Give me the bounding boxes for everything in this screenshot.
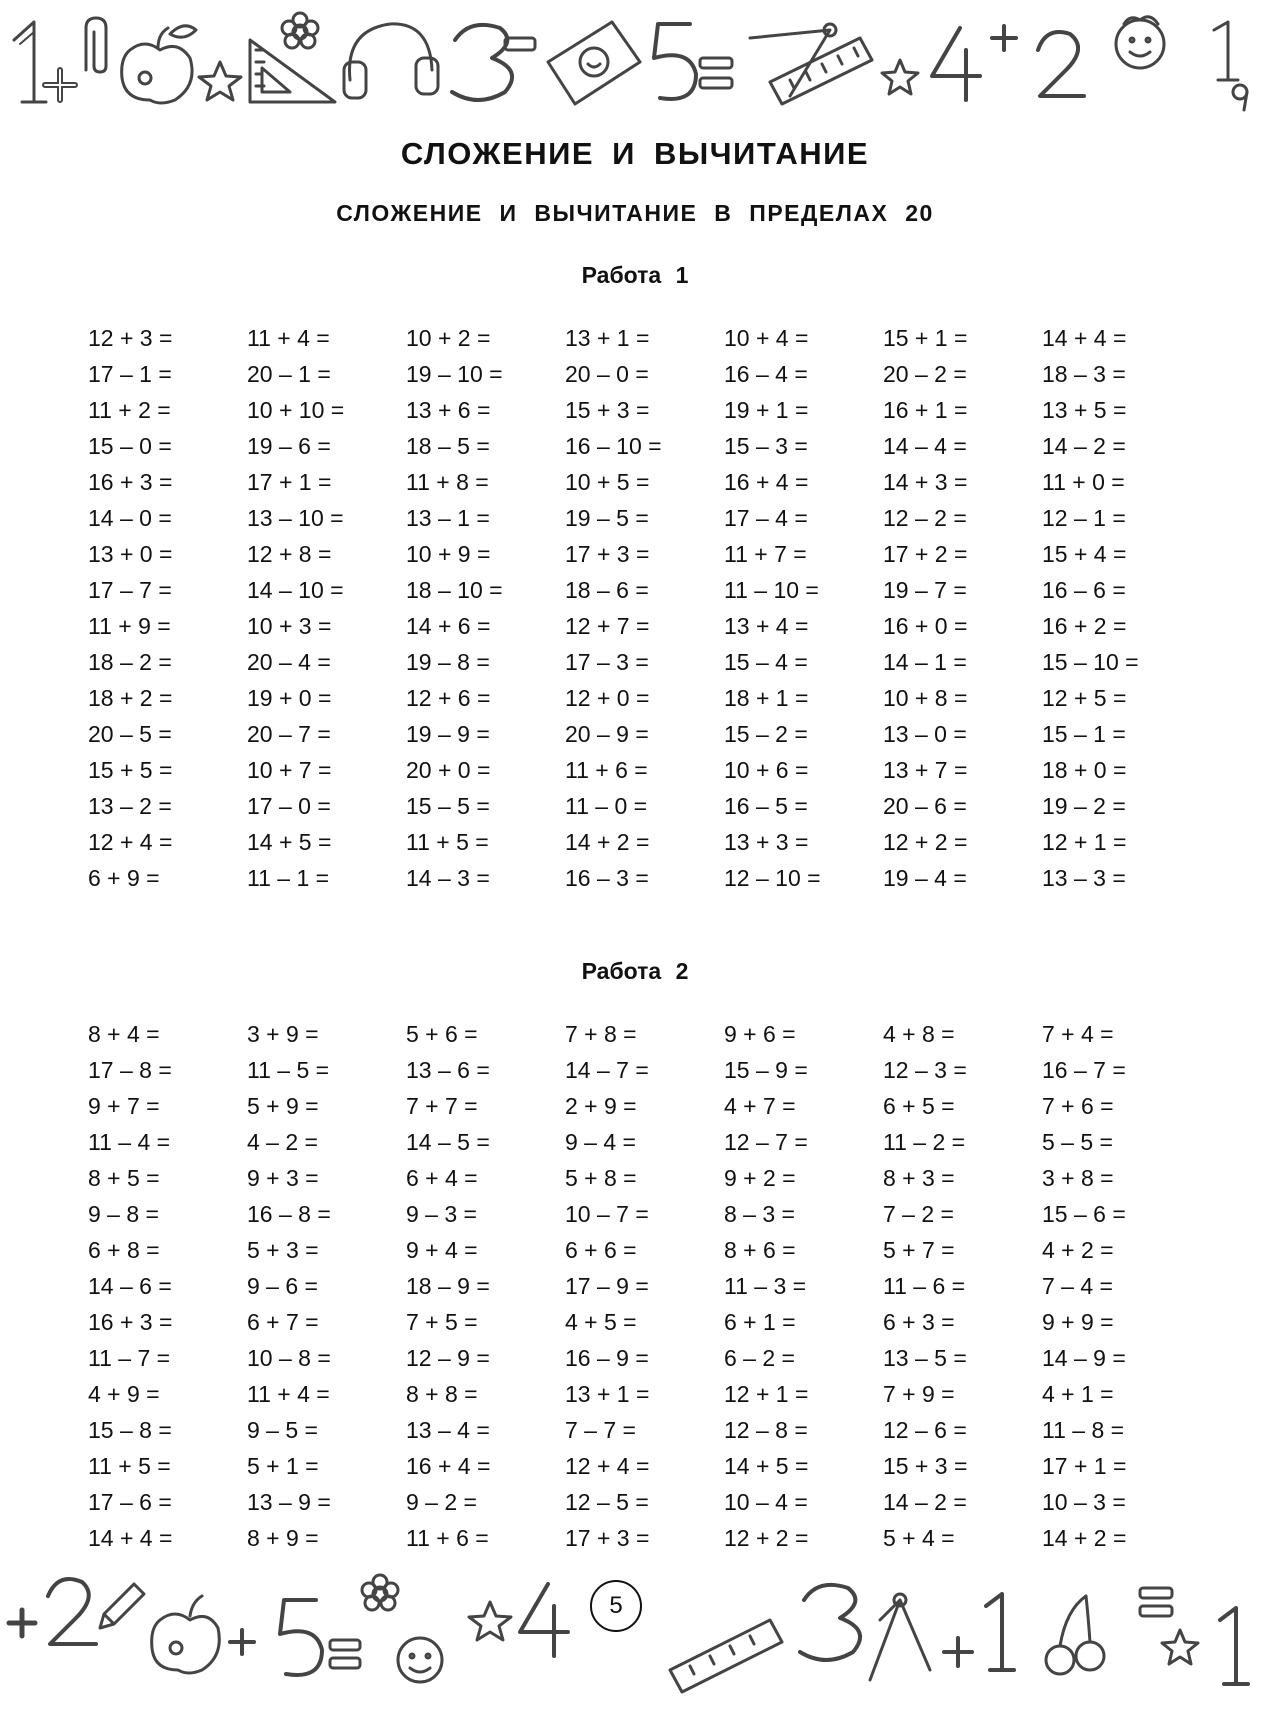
exercise-item: 20 – 2 = [883, 361, 967, 387]
exercise-item: 11 – 7 = [88, 1345, 171, 1371]
exercise-item: 10 – 7 = [565, 1201, 649, 1227]
exercise-item: 10 + 7 = [247, 757, 332, 783]
exercise-item: 14 + 5 = [247, 829, 332, 855]
exercise-item: 4 + 2 = [1042, 1237, 1114, 1263]
exercise-item: 5 + 3 = [247, 1237, 319, 1263]
exercise-item: 18 + 0 = [1042, 757, 1127, 783]
exercise-item: 11 + 2 = [88, 397, 171, 423]
exercise-item: 13 + 5 = [1042, 397, 1127, 423]
exercise-item: 12 + 1 = [1042, 829, 1127, 855]
equals-doodle [330, 1640, 360, 1668]
exercise-item: 17 + 2 = [883, 541, 968, 567]
exercise-item: 17 – 0 = [247, 793, 331, 819]
digit-1-doodle [1214, 22, 1238, 80]
exercise-item: 17 + 1 = [1042, 1453, 1127, 1479]
exercise-item: 19 – 9 = [406, 721, 490, 747]
exercise-item: 15 – 1 = [1042, 721, 1126, 747]
exercise-item: 20 – 5 = [88, 721, 172, 747]
exercise-item: 16 – 6 = [1042, 577, 1126, 603]
exercise-item: 19 + 1 = [724, 397, 809, 423]
exercise-item: 10 – 8 = [247, 1345, 331, 1371]
exercise-item: 11 + 9 = [88, 613, 171, 639]
exercise-item: 10 + 4 = [724, 325, 809, 351]
exercise-item: 17 – 8 = [88, 1057, 172, 1083]
star-icon [199, 62, 241, 100]
exercise-item: 14 – 4 = [883, 433, 967, 459]
exercise-item: 16 – 9 = [565, 1345, 649, 1371]
exercise-item: 17 + 1 = [247, 469, 332, 495]
exercise-item: 11 – 10 = [724, 577, 819, 603]
section-title: Работа 2 [581, 958, 689, 984]
exercise-item: 18 + 2 = [88, 685, 173, 711]
exercise-item: 19 – 7 = [883, 577, 967, 603]
exercise-item: 20 – 9 = [565, 721, 649, 747]
pencil-icon [100, 1584, 144, 1628]
exercise-item: 11 + 4 = [247, 325, 330, 351]
exercise-item: 10 + 2 = [406, 325, 491, 351]
apple-icon [122, 26, 196, 103]
exercise-item: 18 + 1 = [724, 685, 809, 711]
exercise-item: 4 + 1 = [1042, 1381, 1114, 1407]
exercise-item: 12 + 7 = [565, 613, 650, 639]
exercise-item: 5 + 6 = [406, 1021, 478, 1047]
exercise-item: 6 + 7 = [247, 1309, 319, 1335]
smiley-face-icon [398, 1638, 442, 1682]
exercise-item: 10 – 4 = [724, 1489, 808, 1515]
exercise-item: 12 + 2 = [724, 1525, 809, 1551]
exercise-item: 11 – 8 = [1042, 1417, 1125, 1443]
exercise-item: 4 + 9 = [88, 1381, 160, 1407]
exercise-item: 14 – 1 = [883, 649, 967, 675]
exercise-item: 12 – 7 = [724, 1129, 808, 1155]
exercise-item: 7 + 9 = [883, 1381, 955, 1407]
exercise-item: 19 – 8 = [406, 649, 490, 675]
exercise-item: 12 – 3 = [883, 1057, 967, 1083]
exercise-item: 19 – 10 = [406, 361, 503, 387]
flower-icon [362, 1575, 398, 1610]
exercise-item: 8 + 3 = [883, 1165, 955, 1191]
exercise-item: 15 – 10 = [1042, 649, 1139, 675]
exercise-item: 12 + 8 = [247, 541, 332, 567]
apple-icon [152, 1596, 220, 1673]
exercise-item: 7 + 6 = [1042, 1093, 1114, 1119]
exercise-grid [88, 320, 1208, 896]
exercise-item: 13 – 2 = [88, 793, 172, 819]
exercise-item: 18 – 6 = [565, 577, 649, 603]
exercise-item: 14 – 10 = [247, 577, 344, 603]
exercise-item: 15 – 2 = [724, 721, 808, 747]
exercise-item: 14 – 0 = [88, 505, 172, 531]
exercise-item: 19 + 0 = [247, 685, 332, 711]
exercise-item: 12 + 2 = [883, 829, 968, 855]
exercise-item: 13 + 7 = [883, 757, 968, 783]
exercise-item: 13 – 1 = [406, 505, 490, 531]
exercise-item: 16 – 8 = [247, 1201, 331, 1227]
digit-5-doodle [280, 1600, 322, 1675]
exercise-item: 8 + 4 = [88, 1021, 160, 1047]
exercise-item: 14 + 3 = [883, 469, 968, 495]
exercise-item: 11 + 6 = [565, 757, 648, 783]
exercise-item: 11 + 8 = [406, 469, 489, 495]
exercise-item: 10 + 3 = [247, 613, 332, 639]
digit-3-doodle [452, 25, 512, 100]
exercise-item: 14 – 3 = [406, 865, 490, 891]
exercise-item: 5 + 9 = [247, 1093, 319, 1119]
exercise-item: 14 – 2 = [883, 1489, 967, 1515]
exercise-grid [88, 1016, 1208, 1556]
digit-1-doodle [14, 22, 46, 102]
digit-4-doodle [932, 28, 980, 100]
exercise-item: 13 – 9 = [247, 1489, 331, 1515]
exercise-item: 14 – 9 = [1042, 1345, 1126, 1371]
exercise-item: 5 + 7 = [883, 1237, 955, 1263]
exercise-item: 16 + 1 = [883, 397, 968, 423]
page-subtitle: СЛОЖЕНИЕ И ВЫЧИТАНИЕ В ПРЕДЕЛАХ 20 [336, 200, 934, 226]
exercise-item: 20 – 7 = [247, 721, 331, 747]
exercise-item: 15 – 8 = [88, 1417, 172, 1443]
exercise-item: 7 + 4 = [1042, 1021, 1114, 1047]
exercise-item: 20 + 0 = [406, 757, 491, 783]
exercise-item: 4 – 2 = [247, 1129, 318, 1155]
exercise-item: 6 + 6 = [565, 1237, 637, 1263]
exercise-item: 9 + 4 = [406, 1237, 478, 1263]
exercise-item: 12 + 5 = [1042, 685, 1127, 711]
exercise-item: 13 + 1 = [565, 325, 650, 351]
exercise-item: 16 + 3 = [88, 469, 173, 495]
exercise-item: 12 + 6 = [406, 685, 491, 711]
exercise-item: 6 + 5 = [883, 1093, 955, 1119]
exercise-item: 10 – 3 = [1042, 1489, 1126, 1515]
exercise-item: 9 – 8 = [88, 1201, 159, 1227]
exercise-item: 12 – 10 = [724, 865, 821, 891]
equals-doodle [700, 58, 732, 88]
top-doodle-band [0, 0, 1270, 118]
exercise-item: 11 – 6 = [883, 1273, 966, 1299]
exercise-item: 4 + 7 = [724, 1093, 796, 1119]
exercise-item: 14 + 4 = [88, 1525, 173, 1551]
exercise-item: 9 – 2 = [406, 1489, 477, 1515]
exercise-item: 10 + 8 = [883, 685, 968, 711]
exercise-item: 12 + 0 = [565, 685, 650, 711]
cherries-icon [1046, 1596, 1104, 1674]
exercise-item: 8 + 9 = [247, 1525, 319, 1551]
exercise-item: 7 + 7 = [406, 1093, 478, 1119]
exercise-item: 6 + 9 = [88, 865, 160, 891]
exercise-item: 5 – 5 = [1042, 1129, 1113, 1155]
exercise-item: 18 – 2 = [88, 649, 172, 675]
exercise-item: 11 – 3 = [724, 1273, 807, 1299]
exercise-item: 12 + 4 = [565, 1453, 650, 1479]
exercise-item: 20 – 1 = [247, 361, 331, 387]
exercise-item: 7 + 5 = [406, 1309, 478, 1335]
exercise-item: 19 – 4 = [883, 865, 967, 891]
digit-2-doodle [48, 1579, 96, 1644]
exercise-item: 11 + 6 = [406, 1525, 489, 1551]
exercise-item: 9 + 9 = [1042, 1309, 1114, 1335]
exercise-item: 11 – 2 = [883, 1129, 966, 1155]
exercise-item: 13 + 3 = [724, 829, 809, 855]
exercise-item: 6 + 4 = [406, 1165, 478, 1191]
exercise-item: 12 + 4 = [88, 829, 173, 855]
exercise-item: 15 + 5 = [88, 757, 173, 783]
exercise-item: 5 + 1 = [247, 1453, 319, 1479]
exercise-item: 19 – 5 = [565, 505, 649, 531]
exercise-item: 13 + 1 = [565, 1381, 650, 1407]
exercise-item: 18 – 9 = [406, 1273, 490, 1299]
exercise-item: 15 + 3 = [565, 397, 650, 423]
exercise-item: 17 – 6 = [88, 1489, 172, 1515]
exercise-item: 6 + 3 = [883, 1309, 955, 1335]
plus-doodle [45, 70, 75, 100]
small-digit-9-doodle [1233, 85, 1247, 110]
exercise-item: 20 – 0 = [565, 361, 649, 387]
exercise-item: 6 + 8 = [88, 1237, 160, 1263]
exercise-item: 14 – 2 = [1042, 433, 1126, 459]
exercise-item: 14 + 2 = [1042, 1525, 1127, 1551]
exercise-item: 17 – 4 = [724, 505, 808, 531]
exercise-item: 9 – 4 = [565, 1129, 636, 1155]
banknote-icon [548, 22, 640, 104]
exercise-item: 16 – 4 = [724, 361, 808, 387]
minus-doodle [505, 38, 535, 50]
exercise-item: 17 – 1 = [88, 361, 172, 387]
exercise-item: 7 – 4 = [1042, 1273, 1113, 1299]
star-icon [882, 60, 918, 94]
exercise-item: 6 + 1 = [724, 1309, 796, 1335]
ruler-icon [770, 38, 872, 104]
exercise-item: 13 – 6 = [406, 1057, 490, 1083]
exercise-item: 10 + 10 = [247, 397, 345, 423]
exercise-item: 12 – 9 = [406, 1345, 490, 1371]
star-icon [469, 1602, 511, 1640]
exercise-item: 9 + 7 = [88, 1093, 160, 1119]
exercise-item: 12 – 8 = [724, 1417, 808, 1443]
exercise-item: 12 + 3 = [88, 325, 173, 351]
exercise-item: 11 + 7 = [724, 541, 807, 567]
exercise-item: 4 + 8 = [883, 1021, 955, 1047]
exercise-item: 11 + 5 = [88, 1453, 171, 1479]
exercise-item: 13 – 10 = [247, 505, 344, 531]
exercise-item: 9 – 5 = [247, 1417, 318, 1443]
exercise-item: 13 – 5 = [883, 1345, 967, 1371]
exercise-item: 11 – 1 = [247, 865, 330, 891]
exercise-item: 14 + 6 = [406, 613, 491, 639]
smiley-face-icon [1116, 17, 1164, 68]
exercise-item: 16 – 5 = [724, 793, 808, 819]
exercise-item: 13 – 0 = [883, 721, 967, 747]
equals-doodle [1140, 1588, 1172, 1616]
exercise-item: 11 + 0 = [1042, 469, 1125, 495]
exercise-item: 14 – 5 = [406, 1129, 490, 1155]
exercise-item: 10 + 5 = [565, 469, 650, 495]
exercise-item: 11 – 0 = [565, 793, 648, 819]
exercise-item: 16 – 10 = [565, 433, 662, 459]
exercise-item: 7 + 8 = [565, 1021, 637, 1047]
exercise-item: 19 – 2 = [1042, 793, 1126, 819]
exercise-item: 7 – 2 = [883, 1201, 954, 1227]
plus-doodle [230, 1630, 254, 1654]
exercise-item: 11 + 4 = [247, 1381, 330, 1407]
digit-1-doodle [986, 1594, 1014, 1670]
plus-doodle [9, 1610, 35, 1636]
exercise-item: 12 – 2 = [883, 505, 967, 531]
exercise-item: 5 + 4 = [883, 1525, 955, 1551]
headphones-icon [344, 24, 438, 98]
exercise-item: 15 – 5 = [406, 793, 490, 819]
exercise-item: 14 + 2 = [565, 829, 650, 855]
exercise-item: 12 + 1 = [724, 1381, 809, 1407]
flower-icon [282, 13, 318, 48]
star-icon [1162, 1630, 1198, 1664]
exercise-item: 14 – 6 = [88, 1273, 172, 1299]
exercise-item: 7 – 7 = [565, 1417, 636, 1443]
exercise-item: 15 + 4 = [1042, 541, 1127, 567]
exercise-item: 16 + 4 = [406, 1453, 491, 1479]
exercise-item: 16 + 0 = [883, 613, 968, 639]
exercise-item: 12 – 5 = [565, 1489, 649, 1515]
exercise-item: 13 + 4 = [724, 613, 809, 639]
exercise-item: 15 – 4 = [724, 649, 808, 675]
exercise-item: 14 + 5 = [724, 1453, 809, 1479]
section-title: Работа 1 [581, 262, 689, 288]
plus-doodle [992, 26, 1016, 50]
exercise-item: 6 – 2 = [724, 1345, 795, 1371]
exercise-item: 12 – 1 = [1042, 505, 1126, 531]
exercise-item: 9 – 6 = [247, 1273, 318, 1299]
page-number: 5 [590, 1580, 642, 1632]
exercise-item: 20 – 6 = [883, 793, 967, 819]
ruler-icon [670, 1620, 782, 1692]
exercise-item: 8 – 3 = [724, 1201, 795, 1227]
exercise-item: 13 + 6 = [406, 397, 491, 423]
digit-2-doodle [1038, 32, 1084, 96]
exercise-item: 15 – 0 = [88, 433, 172, 459]
exercise-item: 17 + 3 = [565, 541, 650, 567]
exercise-item: 17 + 3 = [565, 1525, 650, 1551]
exercise-item: 18 – 3 = [1042, 361, 1126, 387]
exercise-item: 13 – 3 = [1042, 865, 1126, 891]
digit-1-doodle [1220, 1608, 1248, 1684]
exercise-item: 12 – 6 = [883, 1417, 967, 1443]
exercise-item: 3 + 9 = [247, 1021, 319, 1047]
exercise-item: 10 + 6 = [724, 757, 809, 783]
exercise-item: 10 + 9 = [406, 541, 491, 567]
compass-icon [870, 1594, 930, 1680]
digit-5-doodle [654, 24, 696, 99]
exercise-item: 9 + 3 = [247, 1165, 319, 1191]
exercise-item: 9 – 3 = [406, 1201, 477, 1227]
exercise-item: 15 – 9 = [724, 1057, 808, 1083]
exercise-item: 16 – 7 = [1042, 1057, 1126, 1083]
exercise-item: 11 + 5 = [406, 829, 489, 855]
exercise-item: 16 + 3 = [88, 1309, 173, 1335]
exercise-item: 8 + 5 = [88, 1165, 160, 1191]
exercise-item: 11 – 4 = [88, 1129, 171, 1155]
exercise-item: 14 + 4 = [1042, 325, 1127, 351]
exercise-item: 17 – 3 = [565, 649, 649, 675]
exercise-item: 16 + 2 = [1042, 613, 1127, 639]
exercise-item: 15 – 3 = [724, 433, 808, 459]
exercise-item: 16 – 3 = [565, 865, 649, 891]
exercise-item: 8 + 8 = [406, 1381, 478, 1407]
exercise-item: 15 + 1 = [883, 325, 968, 351]
exercise-item: 20 – 4 = [247, 649, 331, 675]
exercise-item: 16 + 4 = [724, 469, 809, 495]
exercise-item: 2 + 9 = [565, 1093, 637, 1119]
exercise-item: 4 + 5 = [565, 1309, 637, 1335]
exercise-item: 18 – 5 = [406, 433, 490, 459]
exercise-item: 3 + 8 = [1042, 1165, 1114, 1191]
exercise-item: 9 + 2 = [724, 1165, 796, 1191]
exercise-item: 17 – 9 = [565, 1273, 649, 1299]
digit-3-doodle [800, 1585, 860, 1660]
paperclip-icon [86, 18, 106, 72]
bottom-doodle-band [0, 1560, 1270, 1713]
exercise-item: 5 + 8 = [565, 1165, 637, 1191]
exercise-item: 17 – 7 = [88, 577, 172, 603]
plus-doodle [944, 1638, 972, 1666]
exercise-item: 13 + 0 = [88, 541, 173, 567]
exercise-item: 15 – 6 = [1042, 1201, 1126, 1227]
exercise-item: 8 + 6 = [724, 1237, 796, 1263]
exercise-item: 9 + 6 = [724, 1021, 796, 1047]
exercise-item: 14 – 7 = [565, 1057, 649, 1083]
exercise-item: 18 – 10 = [406, 577, 503, 603]
exercise-item: 19 – 6 = [247, 433, 331, 459]
exercise-item: 11 – 5 = [247, 1057, 330, 1083]
page-title: СЛОЖЕНИЕ И ВЫЧИТАНИЕ [400, 136, 870, 171]
exercise-item: 13 – 4 = [406, 1417, 490, 1443]
exercise-item: 15 + 3 = [883, 1453, 968, 1479]
digit-4-doodle [520, 1584, 568, 1656]
